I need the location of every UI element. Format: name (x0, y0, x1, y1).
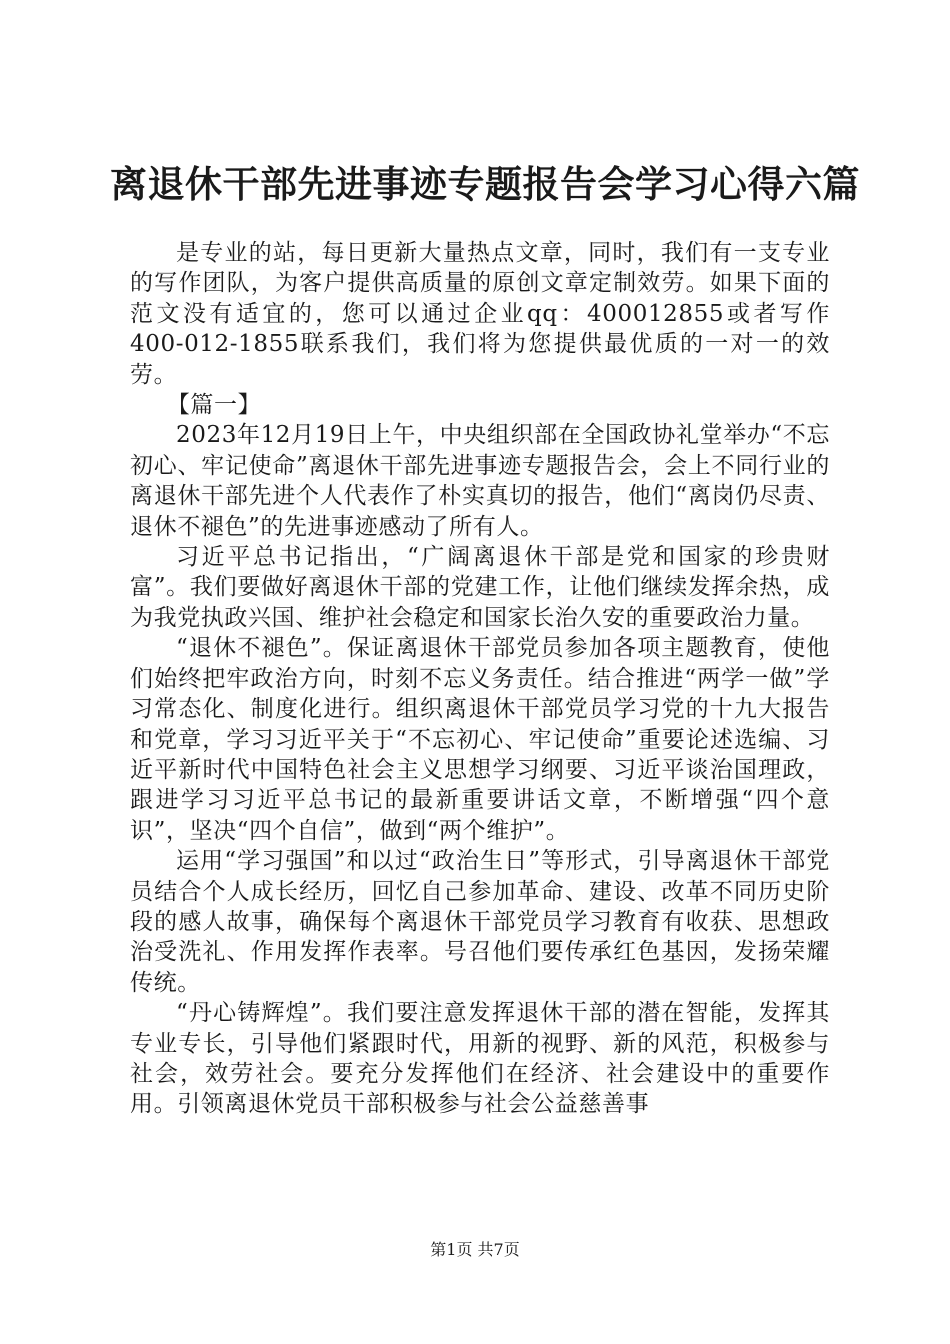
body-paragraph: 运用“学习强国”和以过“政治生日”等形式，引导离退休干部党员结合个人成长经历，回忆自己参加革命、建设、改革不同历史阶段的感人故事，确保每个离退休干部党员学习教育有收获、思想政治受洗礼、作用发挥作表率。号召他们要传承红色基因，发扬荣耀传统。 (130, 848, 830, 996)
document-body (130, 238, 862, 1120)
body-paragraph: 2023年12月19日上午，中央组织部在全国政协礼堂举办“不忘初心、牢记使命”离退休干部先进事迹专题报告会，会上不同行业的离退休干部先进个人代表作了朴实真切的报告，他们“离岗仍尽责、退休不褪色”的先进事迹感动了所有人。 (130, 422, 830, 540)
document-title: 离退休干部先进事迹专题报告会学习心得六篇 (110, 162, 860, 206)
body-paragraph: 习近平总书记指出，“广阔离退休干部是党和国家的珍贵财富”。我们要做好离退休干部的党建工作，让他们继续发挥余热，成为我党执政兴国、维护社会稳定和国家长治久安的重要政治力量。 (130, 544, 830, 631)
body-paragraph: “丹心铸辉煌”。我们要注意发挥退休干部的潜在智能，发挥其专业专长，引导他们紧跟时代，用新的视野、新的风范，积极参与社会，效劳社会。要充分发挥他们在经济、社会建设中的重要作用。引领离退休党员干部积极参与社会公益慈善事 (130, 1000, 830, 1118)
page-number-footer: 第1页 共7页 (430, 1240, 520, 1259)
body-paragraph: “退休不褪色”。保证离退休干部党员参加各项主题教育，使他们始终把牢政治方向，时刻不忘义务责任。结合推进“两学一做”学习常态化、制度化进行。组织离退休干部党员学习党的十九大报告和党章，学习习近平关于“不忘初心、牢记使命”重要论述选编、习近平新时代中国特色社会主义思想学习纲要、习近平谈治国理政，跟进学习习近平总书记的最新重要讲话文章，不断增强“四个意识”，坚决“四个自信”，做到“两个维护”。 (130, 635, 830, 844)
section-heading: 【篇一】 (166, 392, 262, 419)
intro-paragraph: 是专业的站，每日更新大量热点文章，同时，我们有一支专业的写作团队，为客户提供高质量的原创文章定制效劳。如果下面的范文没有适宜的，您可以通过企业qq：400012855或者写作 400-012-1855联系我们，我们将为您提供最优质的一对一的效劳。 (130, 240, 862, 388)
